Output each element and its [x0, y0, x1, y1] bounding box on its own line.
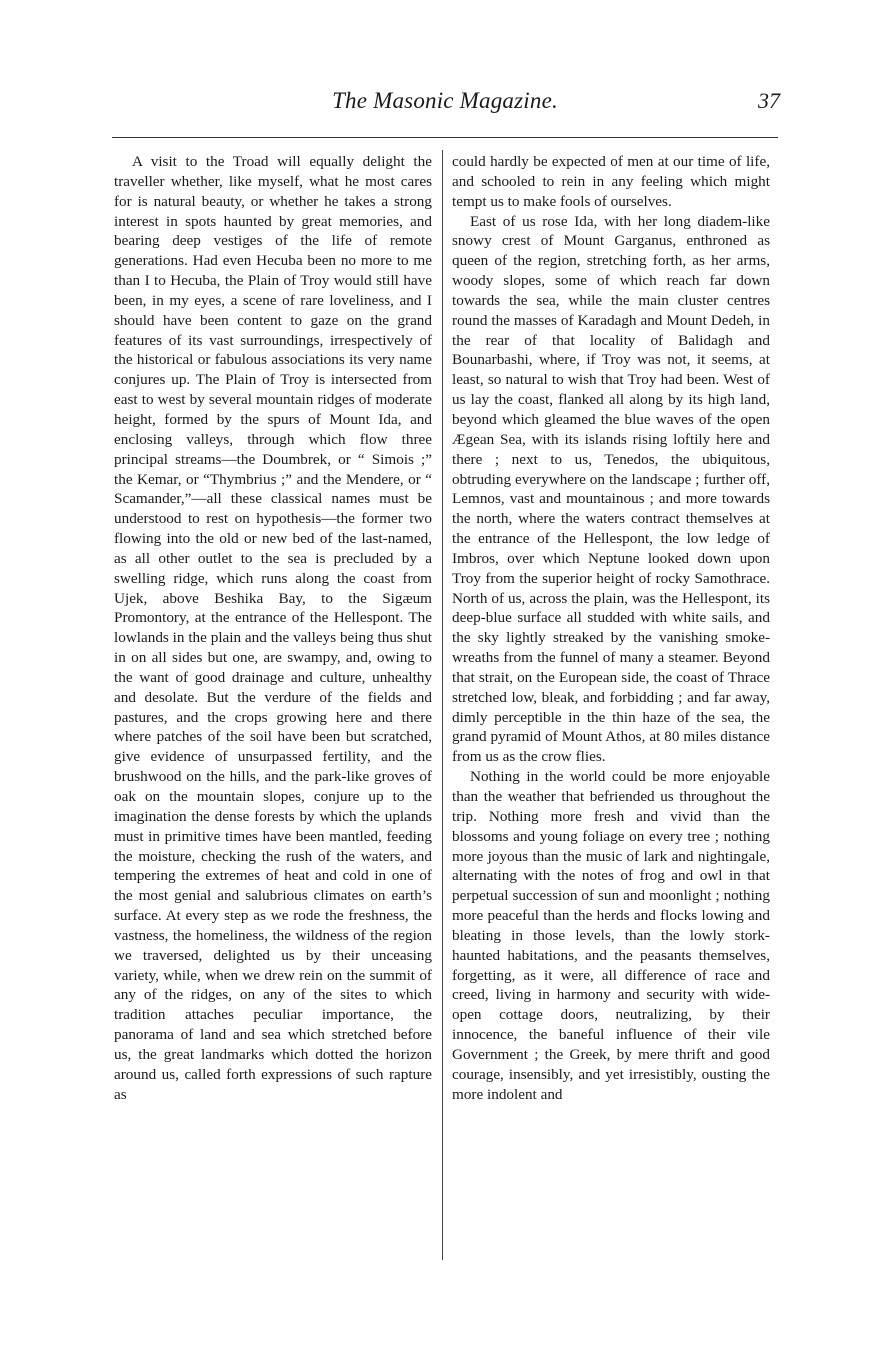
right-column	[452, 152, 770, 1105]
paragraph: Nothing in the world could be more enjoyable than the weather that befriended us throughout the trip. Nothing more fresh and vivid than the blossoms and young foliage on every tree ; nothing more joyous than the music of lark and nightingale, alternating with the notes of frog and owl in that perpetual succession of sun and moonlight ; nothing more peaceful than the herds and flocks lowing and bleating in those levels, than the lowly stork-haunted habitations, and the peasants themselves, forgetting, as it were, all difference of race and creed, living in harmony and security with wide-open cottage doors, neutralizing, by their innocence, the baneful influence of their vile Government ; the Greek, by mere thrift and good courage, insensibly, and yet irresistibly, ousting the more indolent and	[452, 768, 770, 1103]
column-divider	[442, 150, 443, 1260]
page-number: 37	[758, 88, 780, 113]
paragraph: East of us rose Ida, with her long diadem-like snowy crest of Mount Garganus, enthroned as queen of the region, stretching forth, as her arms, woody slopes, some of which reach far down towards the sea, while the main cluster centres round the masses of Karadagh and Mount Dedeh, in the rear of that locality of Balidagh and Bounarbashi, where, if Troy was not, it seems, at least, so natural to wish that Troy had been. West of us lay the coast, flanked all along by its high land, beyond which gleamed the blue waves of the open Ægean Sea, with its islands rising loftily here and there ; next to us, Tenedos, the ubiquitous, obtruding everywhere on the landscape ; further off, Lemnos, vast and mountainous ; and more towards the north, where the waters contract themselves at the entrance of the Hellespont, the low ledge of Imbros, over which Neptune looked down upon Troy from the superior height of rocky Samothrace. North of us, across the plain, was the Hellespont, its deep-blue surface all studded with white sails, and the sky lightly streaked by the vanishing smoke-wreaths from the funnel of many a steamer. Beyond that strait, on the European side, the coast of Thrace stretched low, bleak, and forbidding ; and far away, dimly perceptible in the thin haze of the sea, the grand pyramid of Mount Athos, at 80 miles distance from us as the crow flies.	[452, 212, 770, 766]
header-rule	[112, 137, 778, 138]
page-header	[0, 82, 890, 122]
paragraph-continued: could hardly be expected of men at our time of life, and schooled to rein in any feeling which might tempt us to make fools of ourselves.	[452, 153, 770, 210]
left-column	[114, 152, 432, 1105]
paragraph: A visit to the Troad will equally delight the traveller whether, like myself, what he most cares for is natural beauty, or whether he takes a strong interest in spots haunted by great memories, and bearing deep vestiges of the life of remote generations. Had even Hecuba been no more to me than I to Hecuba, the Plain of Troy would still have been, in my eyes, a scene of rare loveliness, and I should have been content to gaze on the grand features of its vast surroundings, irrespectively of the historical or fabulous associations its very name conjures up. The Plain of Troy is intersected from east to west by several mountain ridges of moderate height, formed by the spurs of Mount Ida, and enclosing valleys, through which flow three principal streams—the Doumbrek, or “ Simois ;” the Kemar, or “Thymbrius ;” and the Mendere, or “ Scamander,”—all these classical names must be understood to rest on hypothesis—the former two flowing into the old or new bed of the last-named, as all other outlet to the sea is precluded by a swelling ridge, which runs along the coast from Ujek, above Beshika Bay, to the Sigæum Promontory, at the entrance of the Hellespont. The lowlands in the plain and the valleys being thus shut in on all sides but one, are swampy, and, owing to the want of good drainage and culture, unhealthy and desolate. But the verdure of the fields and pastures, and the crops growing here and there where patches of the soil have been but scratched, give evidence of unsurpassed fertility, and the brushwood on the hills, and the park-like groves of oak on the mountain slopes, conjure up to the imagination the dense forests by which the uplands must in primitive times have been mantled, feeding the moisture, checking the rush of the waters, and tempering the extremes of heat and cold in one of the most genial and salubrious climates on earth’s surface. At every step as we rode the freshness, the vastness, the homeliness, the wildness of the region we traversed, delighted us by their unceasing variety, while, when we drew rein on the summit of any of the ridges, on any of the sites to which tradition attaches peculiar importance, the panorama of land and sea which stretched before us, the great landmarks which dotted the horizon around us, called forth expressions of such rapture as	[114, 153, 432, 1103]
running-title: The Masonic Magazine.	[332, 88, 558, 113]
